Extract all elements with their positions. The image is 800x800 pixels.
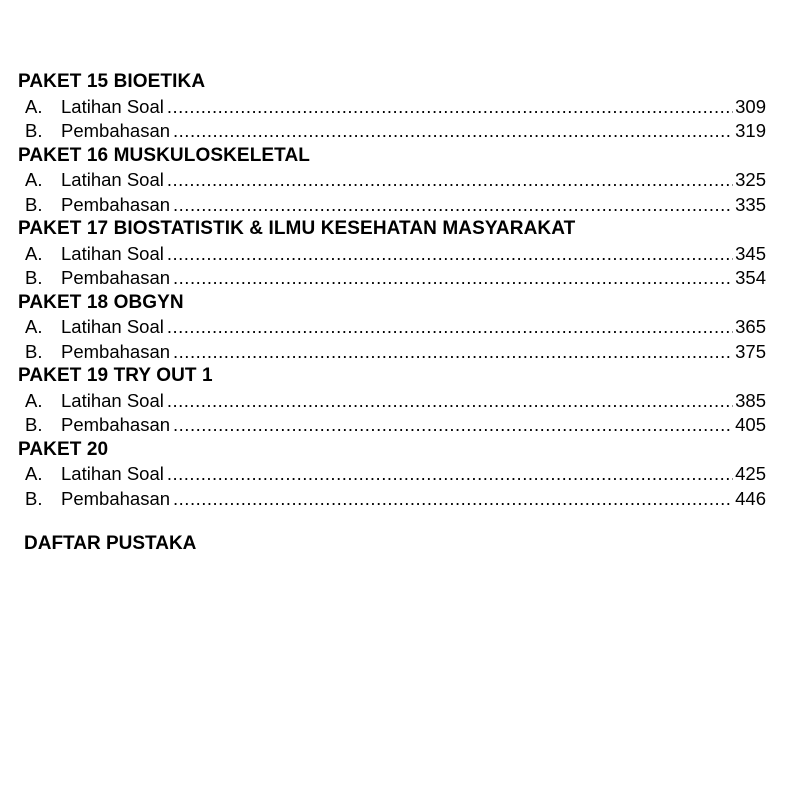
dot-leader xyxy=(173,413,733,438)
toc-entry[interactable] xyxy=(18,413,766,438)
dot-leader xyxy=(167,462,733,487)
dot-leader xyxy=(167,168,733,193)
section-title: PAKET 17 BIOSTATISTIK & ILMU KESEHATAN MASYARAKAT xyxy=(18,218,576,239)
section-title: PAKET 18 OBGYN xyxy=(18,291,184,313)
toc-section-paket-15 xyxy=(18,70,766,144)
entry-letter: A. xyxy=(25,316,43,337)
toc-entry[interactable] xyxy=(18,266,766,291)
entry-page-number: 325 xyxy=(735,169,766,190)
toc-entry[interactable] xyxy=(18,119,766,144)
section-title: PAKET 16 MUSKULOSKELETAL xyxy=(18,144,310,166)
entry-letter: B. xyxy=(25,340,43,362)
entry-letter: A. xyxy=(25,169,43,190)
entry-page-number: 405 xyxy=(735,414,766,435)
section-title: PAKET 20 xyxy=(18,438,109,460)
entry-label: Pembahasan xyxy=(61,267,171,288)
section-title: PAKET 19 TRY OUT 1 xyxy=(18,365,213,386)
entry-letter: A. xyxy=(25,389,43,411)
toc-entry[interactable] xyxy=(18,487,766,512)
toc-entry[interactable] xyxy=(18,462,766,487)
entry-letter: B. xyxy=(25,193,43,215)
entry-label: Latihan Soal xyxy=(61,169,164,190)
entry-label: Latihan Soal xyxy=(61,463,164,484)
entry-label: Latihan Soal xyxy=(61,95,164,117)
entry-letter: A. xyxy=(25,95,43,117)
toc-entry[interactable] xyxy=(18,193,766,218)
entry-page-number: 375 xyxy=(735,340,766,362)
toc-entry[interactable] xyxy=(18,95,766,120)
toc-entry[interactable] xyxy=(18,242,766,267)
entry-label: Latihan Soal xyxy=(61,389,164,411)
toc-section-paket-16 xyxy=(18,144,766,218)
toc-entry[interactable] xyxy=(18,340,766,365)
toc-section-paket-17 xyxy=(18,217,766,291)
dot-leader xyxy=(173,340,733,365)
entry-page-number: 354 xyxy=(735,267,766,288)
dot-leader xyxy=(167,95,733,120)
toc-section-paket-18 xyxy=(18,291,766,365)
entry-letter: A. xyxy=(25,463,43,484)
table-of-contents xyxy=(18,70,766,511)
dot-leader xyxy=(167,389,733,414)
entry-page-number: 319 xyxy=(735,120,766,141)
entry-page-number: 425 xyxy=(735,463,766,484)
entry-label: Pembahasan xyxy=(61,193,171,215)
daftar-pustaka-heading[interactable]: DAFTAR PUSTAKA xyxy=(24,533,197,554)
entry-label: Latihan Soal xyxy=(61,242,164,264)
entry-page-number: 446 xyxy=(735,487,766,509)
entry-page-number: 345 xyxy=(735,242,766,264)
entry-page-number: 385 xyxy=(735,389,766,411)
entry-page-number: 309 xyxy=(735,95,766,117)
entry-label: Pembahasan xyxy=(61,414,171,435)
section-title: PAKET 15 BIOETIKA xyxy=(18,71,206,92)
entry-page-number: 335 xyxy=(735,193,766,215)
entry-letter: A. xyxy=(25,242,43,264)
entry-label: Pembahasan xyxy=(61,487,171,509)
entry-letter: B. xyxy=(25,414,43,435)
entry-label: Pembahasan xyxy=(61,340,171,362)
entry-letter: B. xyxy=(25,120,43,141)
dot-leader xyxy=(173,487,733,512)
entry-letter: B. xyxy=(25,267,43,288)
toc-entry[interactable] xyxy=(18,315,766,340)
entry-label: Pembahasan xyxy=(61,120,171,141)
dot-leader xyxy=(173,193,733,218)
entry-page-number: 365 xyxy=(735,316,766,337)
toc-section-paket-19 xyxy=(18,364,766,438)
dot-leader xyxy=(167,315,733,340)
entry-label: Latihan Soal xyxy=(61,316,164,337)
toc-entry[interactable] xyxy=(18,389,766,414)
toc-entry[interactable] xyxy=(18,168,766,193)
dot-leader xyxy=(173,266,733,291)
entry-letter: B. xyxy=(25,487,43,509)
toc-section-paket-20 xyxy=(18,438,766,512)
dot-leader xyxy=(167,242,733,267)
dot-leader xyxy=(173,119,733,144)
